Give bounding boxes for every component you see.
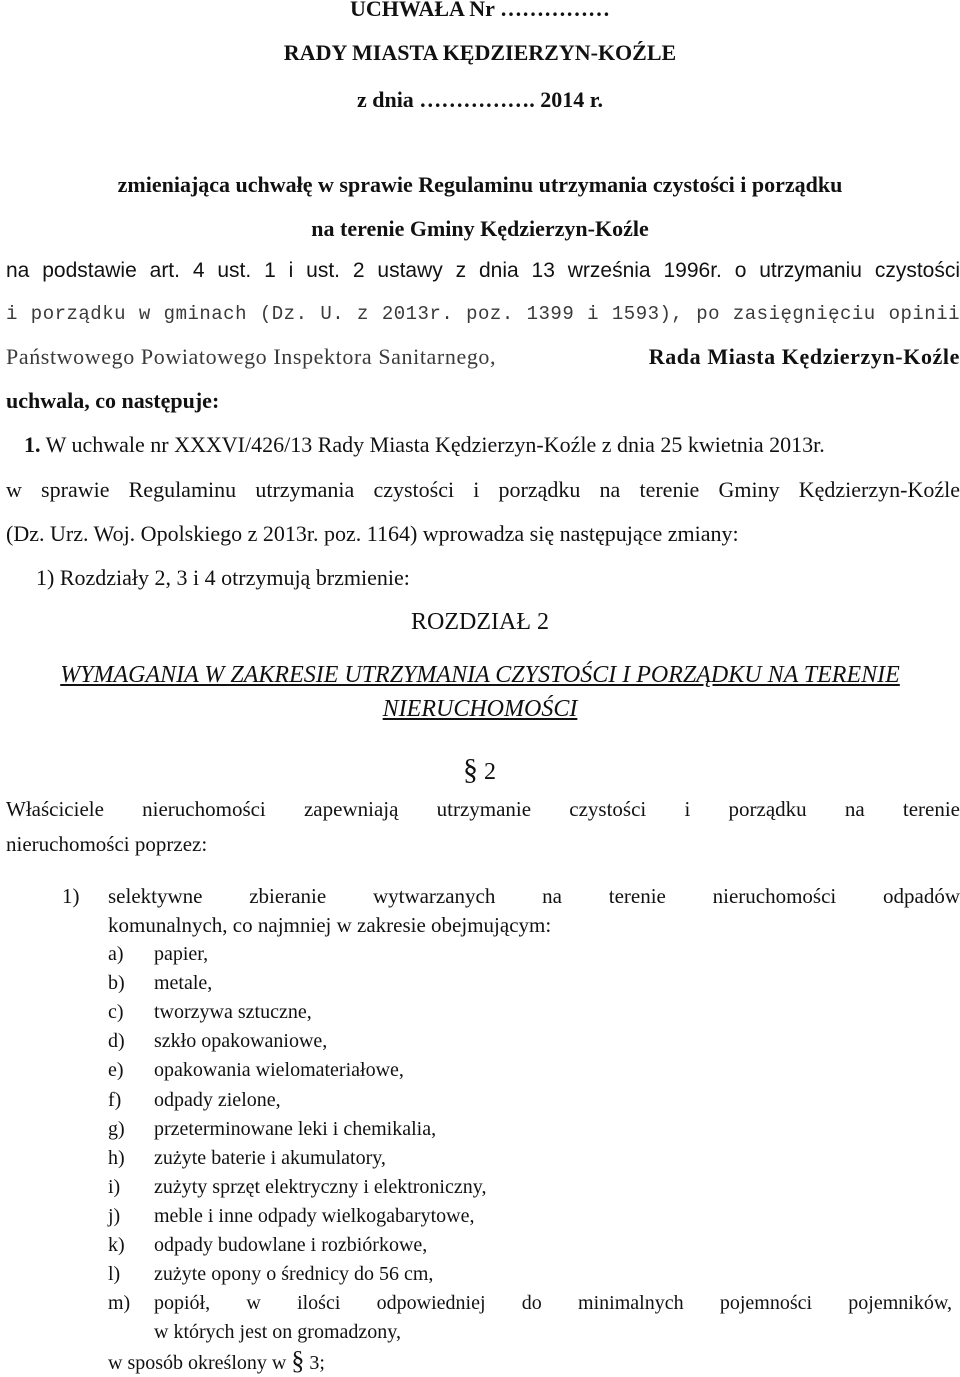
list-item-label: a) [108, 943, 124, 965]
list-item-text: odpady zielone, [154, 1089, 281, 1111]
list-item [0, 970, 960, 996]
chapter-heading-line-1: WYMAGANIA W ZAKRESIE UTRZYMANIA CZYSTOŚCI I PORZĄDKU NA TERENIE [60, 662, 900, 688]
list-item-label: c) [108, 1001, 124, 1023]
list-item-text: odpady budowlane i rozbiórkowe, [154, 1234, 428, 1256]
list-item-label: i) [108, 1176, 121, 1198]
list-item-label: d) [108, 1030, 125, 1052]
paragraph-symbol: § [463, 753, 478, 786]
list-item-text: papier, [154, 943, 209, 965]
list-item-label: l) [108, 1263, 121, 1285]
list-item-label: h) [108, 1147, 125, 1169]
list-item-text: zużyty sprzęt elektryczny i elektroniczny, [154, 1176, 487, 1198]
resolution-date: z dnia ……………. 2014 r. [356, 87, 604, 112]
chapter-title: ROZDZIAŁ 2 [411, 609, 549, 635]
list-item-label: b) [108, 972, 125, 994]
council-name: RADY MIASTA KĘDZIERZYN-KOŹLE [283, 40, 677, 65]
section-1-line-3: (Dz. Urz. Woj. Opolskiego z 2013r. poz. 1164) wprowadza się następujące zmiany: [6, 521, 739, 546]
chapter-heading-line-2: NIERUCHOMOŚCI [382, 696, 578, 722]
resolution-title: UCHWAŁA Nr …………… [350, 0, 610, 21]
section-1-point-1: 1) Rozdziały 2, 3 i 4 otrzymują brzmienie: [36, 565, 410, 590]
list-item [0, 1203, 960, 1229]
council-enacts-text: Rada Miasta Kędzierzyn-Koźle [648, 344, 960, 369]
list-item-label: j) [108, 1205, 121, 1227]
paragraph-number [463, 753, 496, 786]
list-item [0, 1232, 960, 1258]
list-item [0, 1174, 960, 1200]
list-item-label: g) [108, 1118, 125, 1140]
point-1-line-1: selektywne zbieranie wytwarzanych na terenie nieruchomości odpadów [108, 884, 960, 908]
paragraph-intro-line-2: nieruchomości poprzez: [6, 832, 208, 856]
list-item [0, 1116, 960, 1142]
legal-basis-line-3 [6, 344, 960, 370]
point-1-label: 1) [62, 884, 80, 908]
paragraph-intro-line-1: Właściciele nieruchomości zapewniają utrzymanie czystości i porządku na terenie [6, 797, 960, 821]
inspector-text: Państwowego Powiatowego Inspektora Sanitarnego, [6, 344, 497, 369]
subject-line-2: na terenie Gminy Kędzierzyn-Koźle [311, 216, 649, 241]
section-1-text: W uchwale nr XXXVI/426/13 Rady Miasta Kędzierzyn-Koźle z dnia 25 kwietnia 2013r. [45, 432, 825, 457]
paragraph-number-value: 2 [484, 759, 496, 785]
point-1-line-2: komunalnych, co najmniej w zakresie obejmującym: [108, 913, 552, 937]
list-item [0, 1290, 960, 1316]
list-item-text: meble i inne odpady wielkogabarytowe, [154, 1205, 475, 1227]
legal-basis-line-2: i porządku w gminach (Dz. U. z 2013r. poz. 1399 i 1593), po zasięgnięciu opinii [6, 303, 960, 325]
closing-reference: 3; [309, 1352, 325, 1374]
list-item [0, 941, 960, 967]
list-item-text: metale, [154, 972, 213, 994]
list-item [0, 1145, 960, 1171]
list-item-label: k) [108, 1234, 125, 1256]
list-item-continuation [0, 1319, 960, 1345]
list-item-text: zużyte opony o średnicy do 56 cm, [154, 1263, 434, 1285]
list-item-text: tworzywa sztuczne, [154, 1001, 312, 1023]
closing-text: w sposób określony w [108, 1352, 287, 1374]
list-item-label: e) [108, 1059, 124, 1081]
list-item-label: m) [108, 1292, 131, 1314]
section-1-line-1 [6, 432, 960, 458]
list-item-text: zużyte baterie i akumulatory, [154, 1147, 386, 1169]
list-item [0, 999, 960, 1025]
list-item-text-continued: w których jest on gromadzony, [154, 1321, 401, 1343]
subject-line-1: zmieniająca uchwałę w sprawie Regulaminu utrzymania czystości i porządku [117, 172, 843, 197]
section-1-line-2: w sprawie Regulaminu utrzymania czystości i porządku na terenie Gminy Kędzierzyn-Koźle [6, 477, 960, 502]
list-item [0, 1261, 960, 1287]
list-item-text: popiół, w ilości odpowiedniej do minimalnych pojemności pojemników, [154, 1292, 952, 1314]
enacts-line: uchwala, co następuje: [6, 388, 220, 413]
list-item-text: szkło opakowaniowe, [154, 1030, 328, 1052]
section-1-number: 1. [24, 432, 41, 457]
list-item-label: f) [108, 1089, 122, 1111]
list-item-text: opakowania wielomateriałowe, [154, 1059, 404, 1081]
legal-basis-line-1: na podstawie art. 4 ust. 1 i ust. 2 ustawy z dnia 13 września 1996r. o utrzymaniu czystości [6, 259, 960, 282]
list-item-text: przeterminowane leki i chemikalia, [154, 1118, 437, 1140]
list-item [0, 1057, 960, 1083]
closing-line [108, 1348, 325, 1376]
closing-paragraph-symbol: § [291, 1346, 305, 1375]
list-item [0, 1028, 960, 1054]
list-item [0, 1087, 960, 1113]
